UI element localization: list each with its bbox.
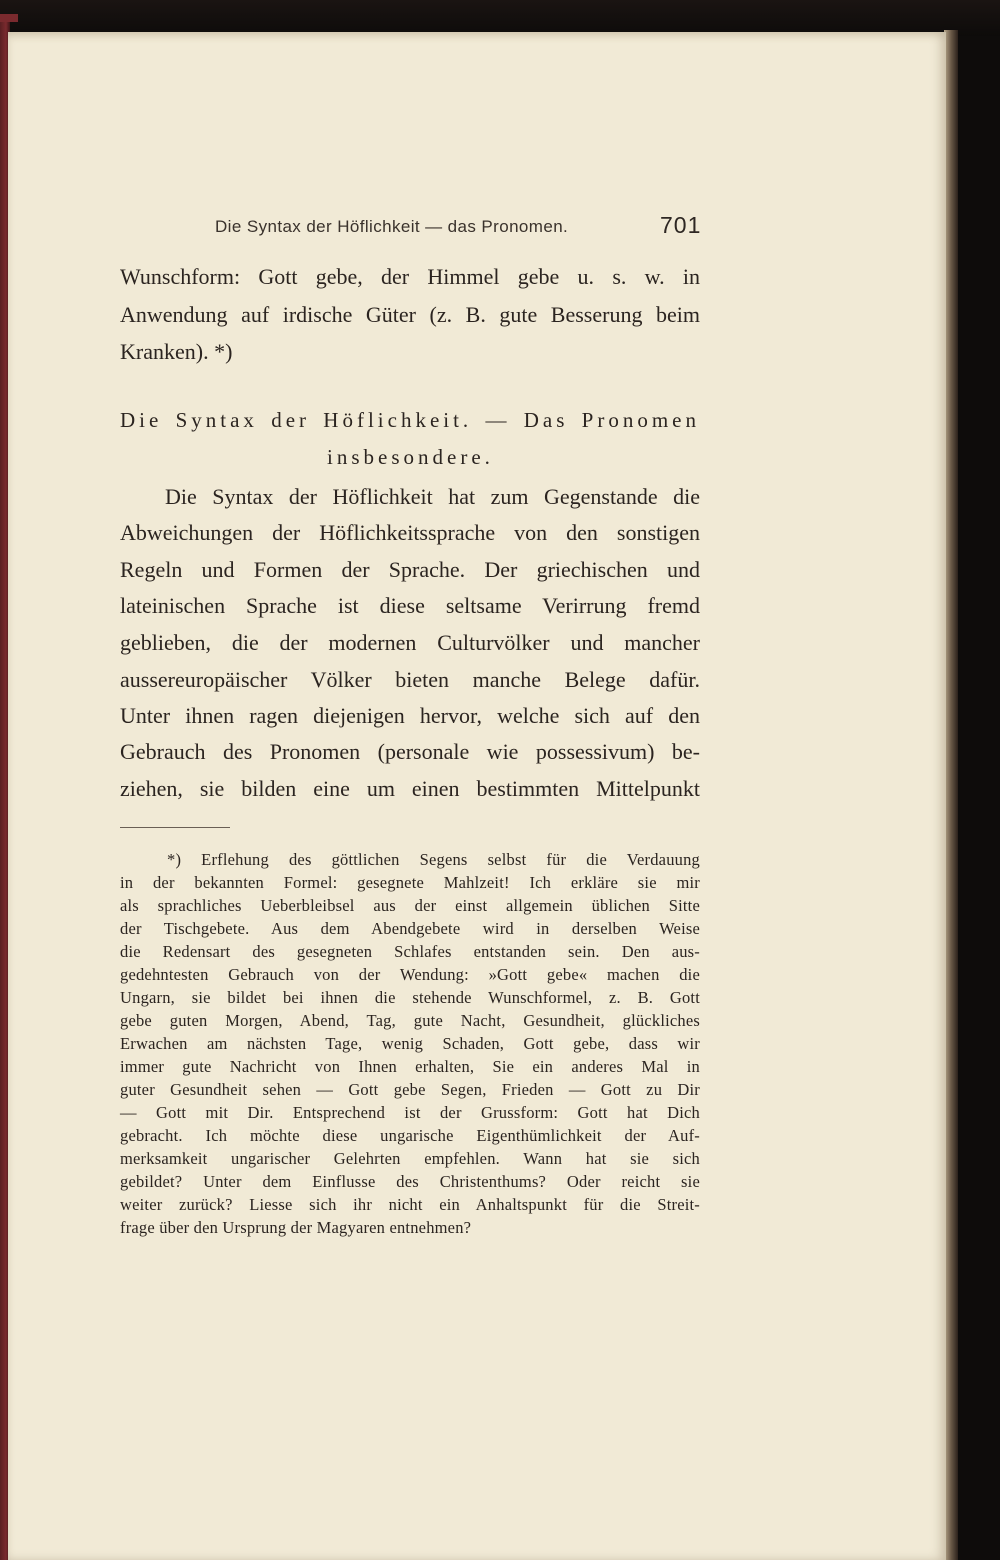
body-line: Kranken). *) bbox=[120, 339, 233, 364]
footnote-line: guter Gesundheit sehen — Gott gebe Segen, Frieden — Gott zu Dir bbox=[120, 1080, 700, 1099]
paragraph-line: ziehen, sie bilden eine um einen bestimmten Mittelpunkt bbox=[120, 776, 700, 801]
paragraph-line: Regeln und Formen der Sprache. Der griechischen und bbox=[120, 557, 700, 582]
footnote-line: weiter zurück? Liesse sich ihr nicht ein Anhaltspunkt für die Streit- bbox=[120, 1195, 700, 1214]
footnote-line: als sprachliches Ueberbleibsel aus der einst allgemein üblichen Sitte bbox=[120, 896, 700, 915]
footnote-line: merksamkeit ungarischer Gelehrten empfehlen. Wann hat sie sich bbox=[120, 1149, 700, 1168]
footnote-line: in der bekannten Formel: gesegnete Mahlzeit! Ich erkläre sie mir bbox=[120, 873, 700, 892]
footnote-line: gebildet? Unter dem Einflusse des Christenthums? Oder reicht sie bbox=[120, 1172, 700, 1191]
body-line: Wunschform: Gott gebe, der Himmel gebe u. s. w. in bbox=[120, 264, 700, 289]
footnote-line: gebracht. Ich möchte diese ungarische Eigenthümlichkeit der Auf- bbox=[120, 1126, 700, 1145]
section-heading-line: insbesondere. bbox=[327, 445, 494, 469]
footnote-line: frage über den Ursprung der Magyaren entnehmen? bbox=[120, 1218, 472, 1237]
footnote-line: Ungarn, sie bildet bei ihnen die stehende Wunschformel, z. B. Gott bbox=[120, 988, 700, 1007]
paragraph-line: Die Syntax der Höflichkeit hat zum Gegenstande die bbox=[165, 484, 700, 509]
paragraph-line: Unter ihnen ragen diejenigen hervor, welche sich auf den bbox=[120, 703, 700, 728]
book-cover-corner bbox=[0, 14, 18, 22]
book-top-edge bbox=[0, 0, 1000, 36]
paragraph-line: geblieben, die der modernen Culturvölker und mancher bbox=[120, 630, 700, 655]
paragraph-line: Abweichungen der Höflichkeitssprache von den sonstigen bbox=[120, 520, 700, 545]
book-page-edges-right bbox=[944, 30, 958, 1560]
footnote-line: Erwachen am nächsten Tage, wenig Schaden, Gott gebe, dass wir bbox=[120, 1034, 700, 1053]
footnote-line: — Gott mit Dir. Entsprechend ist der Grussform: Gott hat Dich bbox=[120, 1103, 700, 1122]
footnote-line: gebe guten Morgen, Abend, Tag, gute Nacht, Gesundheit, glückliches bbox=[120, 1011, 700, 1030]
footnote-line: gedehntesten Gebrauch von der Wendung: »Gott gebe« machen die bbox=[120, 965, 700, 984]
body-line: Anwendung auf irdische Güter (z. B. gute Besserung beim bbox=[120, 302, 700, 327]
footnote-line: immer gute Nachricht von Ihnen erhalten, Sie ein anderes Mal in bbox=[120, 1057, 700, 1076]
footnote-line: die Redensart des gesegneten Schlafes entstanden sein. Den aus- bbox=[120, 942, 700, 961]
paragraph-line: aussereuropäischer Völker bieten manche Belege dafür. bbox=[120, 667, 700, 692]
page-number: 701 bbox=[660, 212, 702, 238]
paragraph-line: Gebrauch des Pronomen (personale wie possessivum) be- bbox=[120, 739, 700, 764]
footnote-line: *) Erflehung des göttlichen Segens selbst für die Verdauung bbox=[167, 850, 700, 869]
footnote-line: der Tischgebete. Aus dem Abendgebete wird in derselben Weise bbox=[120, 919, 700, 938]
paragraph-line: lateinischen Sprache ist diese seltsame Verirrung fremd bbox=[120, 593, 700, 618]
section-heading-line: Die Syntax der Höflichkeit. — Das Pronomen bbox=[120, 408, 700, 432]
footnote-rule bbox=[120, 827, 230, 828]
running-head: Die Syntax der Höflichkeit — das Pronomen. bbox=[215, 217, 569, 236]
